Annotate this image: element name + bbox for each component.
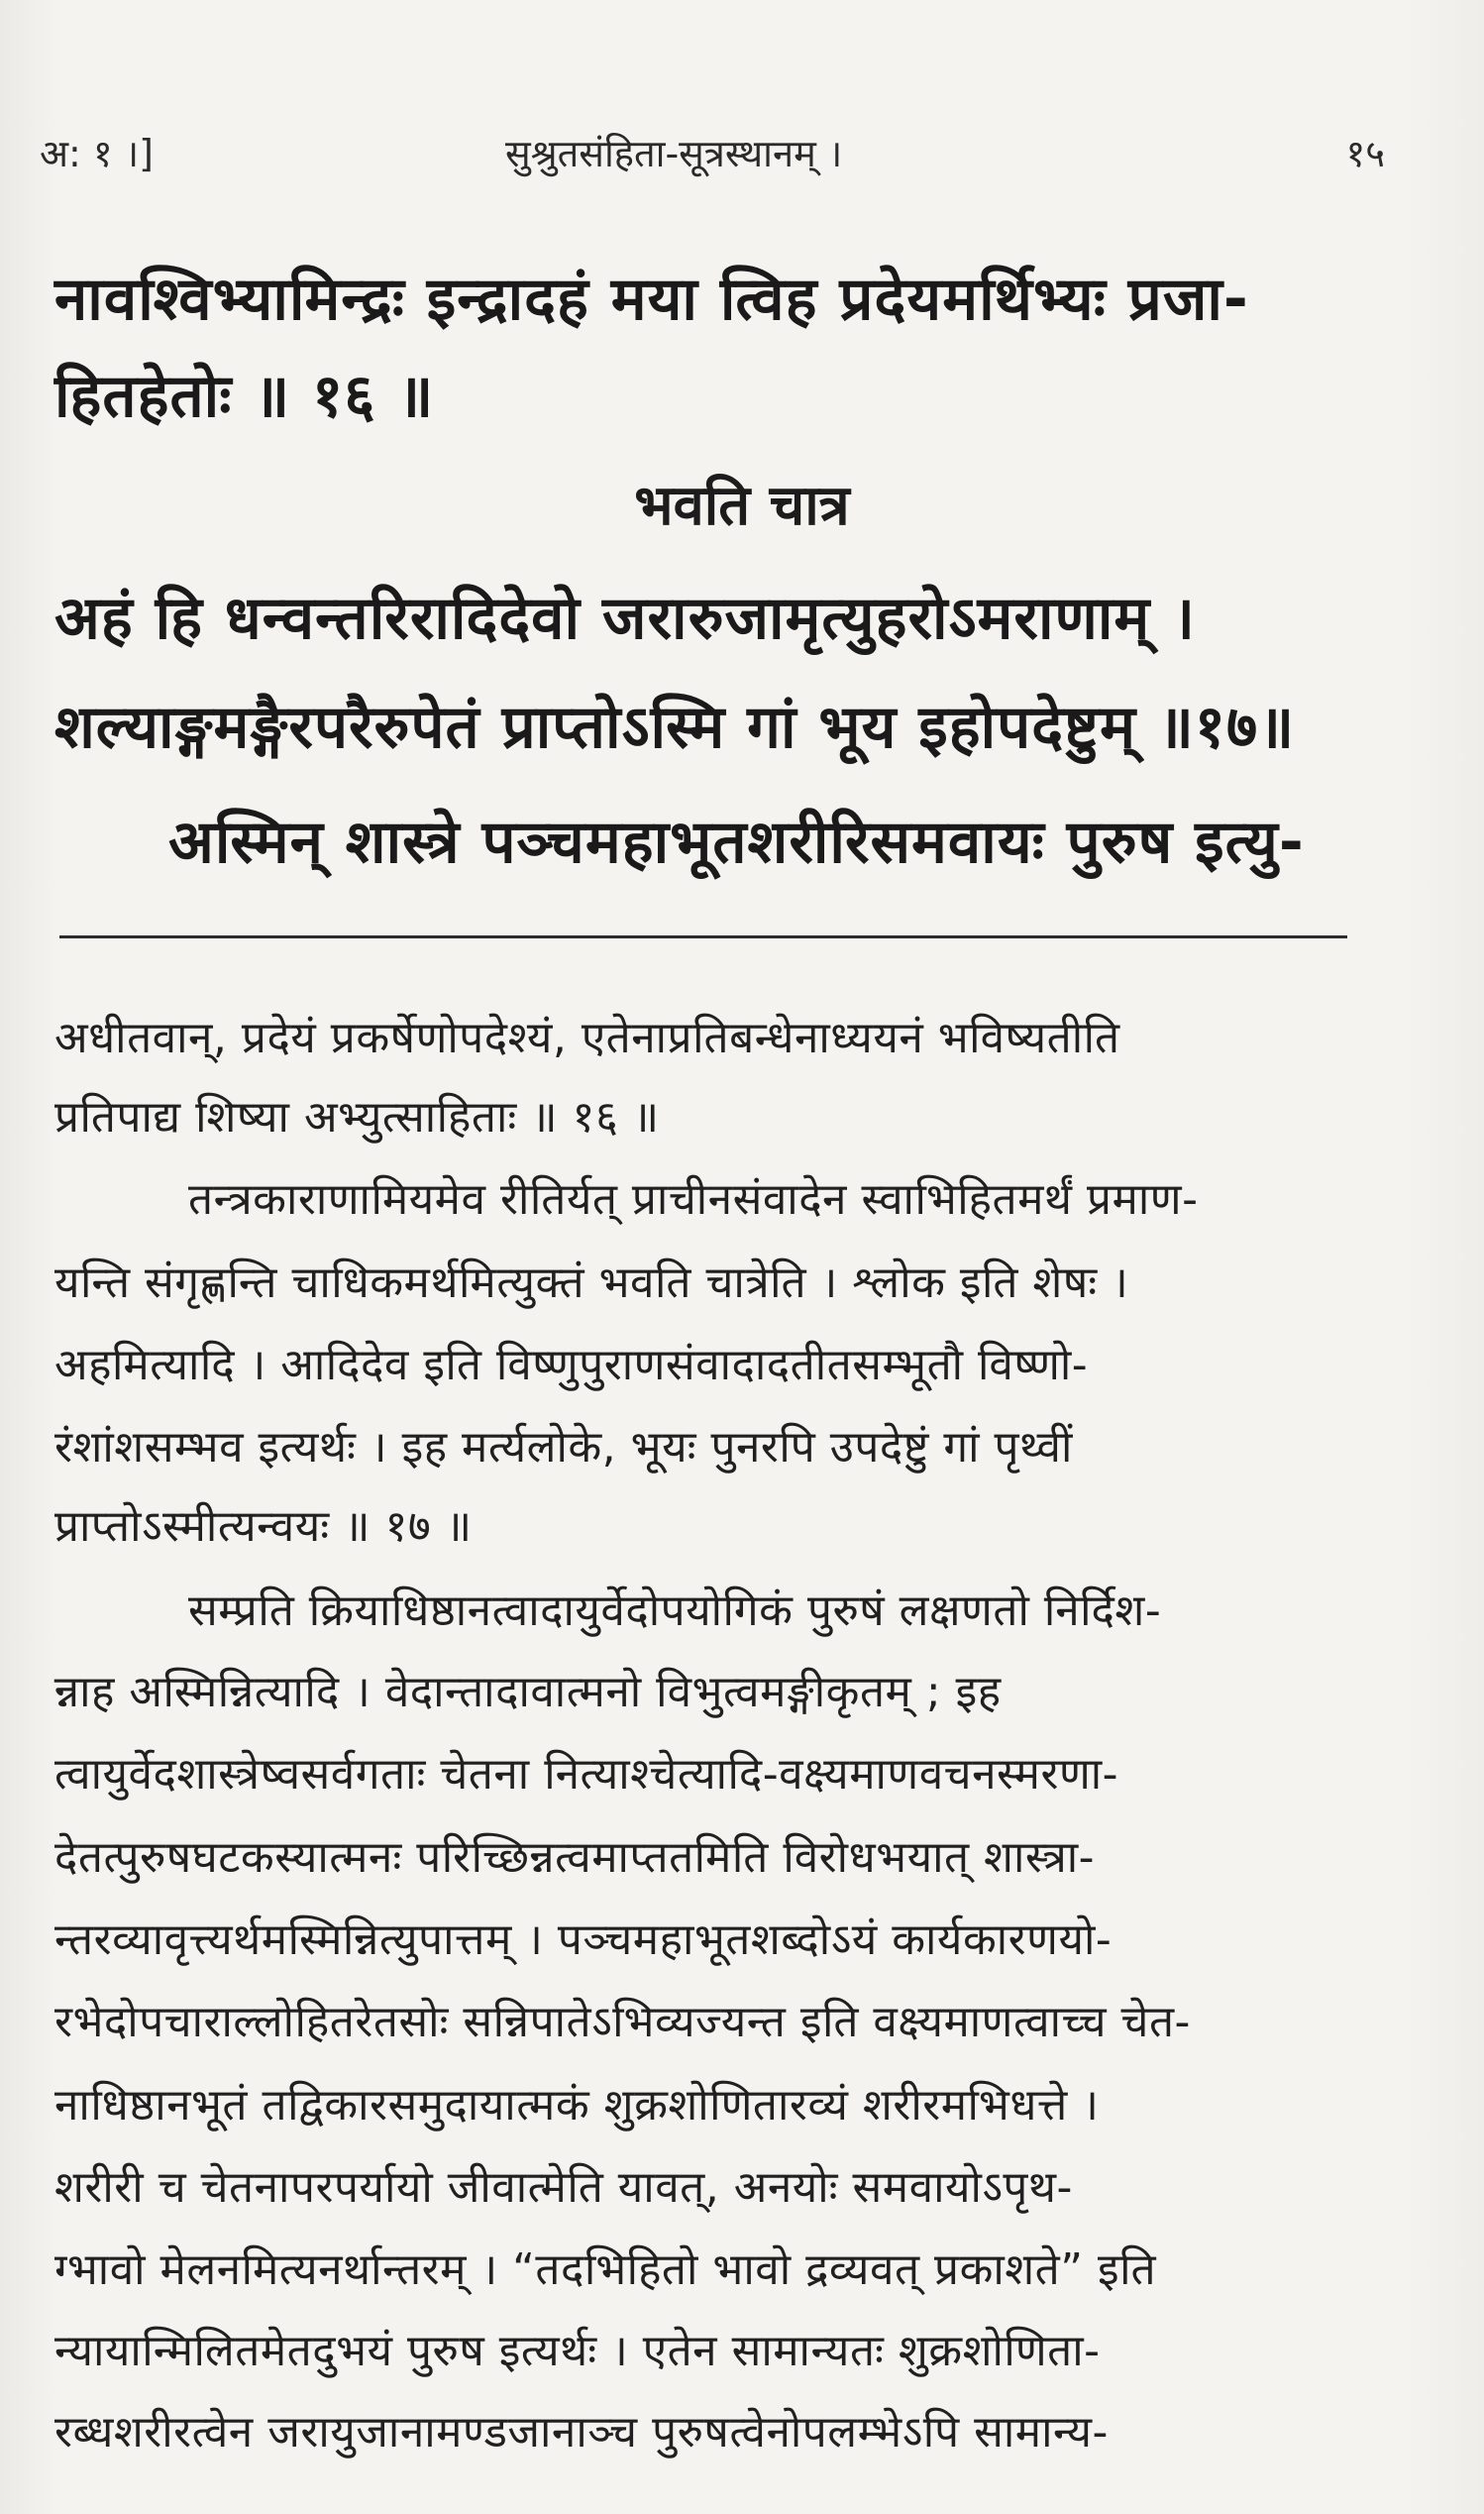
shloka-line: अहं हि धन्वन्तरिरादिदेवो जरारुजामृत्युहरोऽमराणाम् । — [54, 584, 1196, 653]
commentary-line: रंशांशसम्भव इत्यर्थः । इह मर्त्यलोके, भूयः पुनरपि उपदेष्टुं गां पृथ्वीं — [54, 1422, 1073, 1473]
commentary-line: अधीतवान्, प्रदेयं प्रकर्षेणोपदेश्यं, एतेनाप्रतिबन्धेनाध्ययनं भविष्यतीति — [54, 1013, 1120, 1063]
commentary-line: देतत्पुरुषघटकस्यात्मनः परिच्छिन्नत्वमाप्ततमिति विरोधभयात् शास्त्रा- — [54, 1832, 1096, 1883]
verse-continuation: अस्मिन् शास्त्रे पञ्चमहाभूतशरीरिसमवायः पुरुष इत्यु- — [168, 808, 1305, 877]
verse-heading: भवति चात्र — [634, 474, 850, 538]
commentary-line: प्राप्तोऽस्मीत्यन्वयः ॥ १७ ॥ — [54, 1501, 473, 1552]
commentary-line: अहमित्यादि । आदिदेव इति विष्णुपुराणसंवादादतीतसम्भूतौ विष्णो- — [54, 1340, 1089, 1390]
commentary-line: तन्त्रकाराणामियमेव रीतिर्यत् प्राचीनसंवादेन स्वाभिहितमर्थं प्रमाण- — [188, 1174, 1199, 1225]
running-title: सुश्रुतसंहिता-सूत्रस्थानम् । — [505, 132, 843, 175]
running-header — [40, 127, 1385, 186]
commentary-line: रभेदोपचाराल्लोहितरेतसोः सन्निपातेऽभिव्यज्यन्त इति वक्ष्यमाणत्वाच्च चेत- — [54, 1997, 1191, 2047]
verse-line: नावश्विभ्यामिन्द्रः इन्द्रादहं मया त्विह प्रदेयमर्थिभ्यः प्रजा- — [54, 265, 1249, 334]
verse-line: हितहेतोः ॥ १६ ॥ — [54, 362, 435, 431]
commentary-divider — [59, 935, 1347, 938]
commentary-line: सम्प्रति क्रियाधिष्ठानत्वादायुर्वेदोपयोगिकं पुरुषं लक्षणतो निर्दिश- — [188, 1585, 1162, 1636]
commentary-line: रब्धशरीरत्वेन जरायुजानामण्डजानाञ्च पुरुषत्वेनोपलम्भेऽपि सामान्य- — [54, 2407, 1109, 2458]
commentary-line: ग्भावो मेलनमित्यनर्थान्तरम् । “तदभिहितो भावो द्रव्यवत् प्रकाशते” इति — [54, 2244, 1157, 2295]
commentary-line: न्नाह अस्मिन्नित्यादि । वेदान्तादावात्मनो विभुत्वमङ्गीकृतम् ; इह — [54, 1667, 1002, 1717]
commentary-line: न्तरव्यावृत्त्यर्थमस्मिन्नित्युपात्तम् । पञ्चमहाभूतशब्दोऽयं कार्यकारणयो- — [54, 1914, 1113, 1965]
commentary-line: त्वायुर्वेदशास्त्रेष्वसर्वगताः चेतना नित्याश्चेत्यादि-वक्ष्यमाणवचनस्मरणा- — [54, 1749, 1119, 1800]
commentary-line: शरीरी च चेतनापरपर्यायो जीवात्मेति यावत्, अनयोः समवायोऽपृथ- — [54, 2162, 1073, 2213]
commentary-line: प्रतिपाद्य शिष्या अभ्युत्साहिताः ॥ १६ ॥ — [54, 1092, 660, 1143]
shloka-line: शल्याङ्गमङ्गैरपरैरुपेतं प्राप्तोऽस्मि गां भूय इहोपदेष्टुम् ॥१७॥ — [54, 693, 1296, 762]
commentary-line: यन्ति संगृह्णन्ति चाधिकमर्थमित्युक्तं भवति चात्रेति । श्लोक इति शेषः । — [54, 1257, 1129, 1308]
commentary-line: नाधिष्ठानभूतं तद्विकारसमुदायात्मकं शुक्रशोणितारव्यं शरीरमभिधत्ते । — [54, 2080, 1100, 2131]
commentary-line: न्यायान्मिलितमेतदुभयं पुरुष इत्यर्थः । एतेन सामान्यतः शुक्रशोणिता- — [54, 2326, 1101, 2376]
page-number: १५ — [1345, 132, 1385, 175]
chapter-marker: अ: १ ।] — [40, 132, 154, 175]
